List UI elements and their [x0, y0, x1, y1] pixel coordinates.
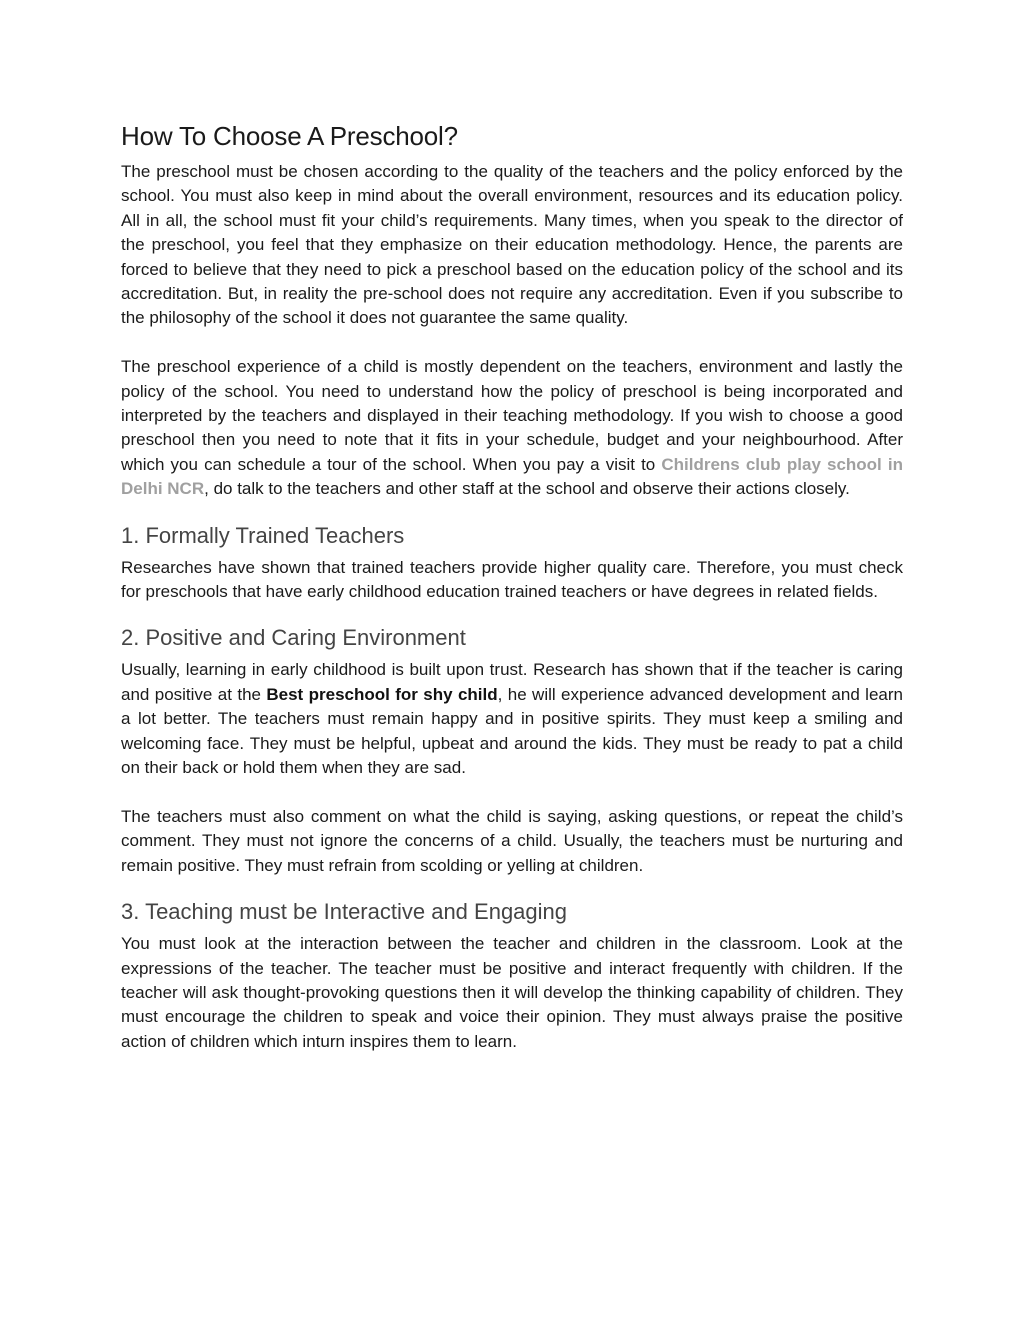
- section-spacer: [121, 604, 903, 624]
- section-spacer: [121, 502, 903, 522]
- paragraph-spacer: [121, 781, 903, 805]
- childrens-club-link[interactable]: Childrens club play school in Delhi NCR: [121, 454, 903, 499]
- intro-paragraph-2-text-after: , do talk to the teachers and other staff at the school and observe their actions closely.: [204, 479, 850, 499]
- section-1-paragraph: Researches have shown that trained teachers provide higher quality care. Therefore, you must check for preschools that have early childhood education trained teachers or have degrees in related fields.: [121, 557, 903, 602]
- section-3-heading: 3. Teaching must be Interactive and Engaging: [121, 899, 568, 925]
- intro-paragraph-2: [121, 355, 903, 501]
- best-preschool-bold-text: Best preschool for shy child: [266, 684, 498, 704]
- section-2-text-before: Usually, learning in early childhood is built upon trust. Research has shown that if the teacher is caring and positive at the: [121, 660, 903, 704]
- section-1-heading: 1. Formally Trained Teachers: [121, 522, 405, 548]
- document-page: [121, 120, 903, 1054]
- section-2-text-after: , he will experience advanced development and learn a lot better. The teachers must remain happy and in positive spirits. They must keep a smiling and welcoming face. They must be helpful, upbeat and around the kids. They must be ready to pat a child on their back or hold them when they are sad.: [121, 684, 903, 778]
- section-2-paragraph-2: The teachers must also comment on what the child is saying, asking questions, or repeat the child’s comment. They must not ignore the concerns of a child. Usually, the teachers must be nurturing and remain positive. They must refrain from scolding or yelling at children.: [121, 806, 903, 875]
- section-spacer: [121, 878, 903, 898]
- intro-paragraph-1: The preschool must be chosen according to the quality of the teachers and the policy enforced by the school. You must also keep in mind about the overall environment, resources and its education policy. All in all, the school must fit your child’s requirements. Many times, when you speak to the director of the preschool, you feel that they emphasize on their education methodology. Hence, the parents are forced to believe that they need to pick a preschool based on the education policy of the school and its accreditation. But, in reality the pre-school does not require any accreditation. Even if you subscribe to the philosophy of the school it does not guarantee the same quality.: [121, 162, 903, 328]
- section-2-paragraph-1: [121, 658, 903, 780]
- page-title: How To Choose A Preschool?: [121, 121, 458, 151]
- section-2-heading: 2. Positive and Caring Environment: [121, 625, 466, 651]
- section-3-paragraph: You must look at the interaction between the teacher and children in the classroom. Look at the expressions of the teacher. The teacher must be positive and interact frequently with children. If the teacher will ask thought-provoking questions then it will develop the thinking capability of children. They must encourage the children to speak and voice their opinion. They must always praise the positive action of children which inturn inspires them to learn.: [121, 934, 903, 1051]
- paragraph-spacer: [121, 331, 903, 355]
- intro-paragraph-2-text-before: The preschool experience of a child is mostly dependent on the teachers, environment and lastly the policy of the school. You need to understand how the policy of preschool is being incorporated and interpreted by the teachers and displayed in their teaching methodology. If you wish to choose a good preschool then you need to note that it fits in your schedule, budget and your neighbourhood. After which you can schedule a tour of the school. When you pay a visit to: [121, 357, 903, 474]
